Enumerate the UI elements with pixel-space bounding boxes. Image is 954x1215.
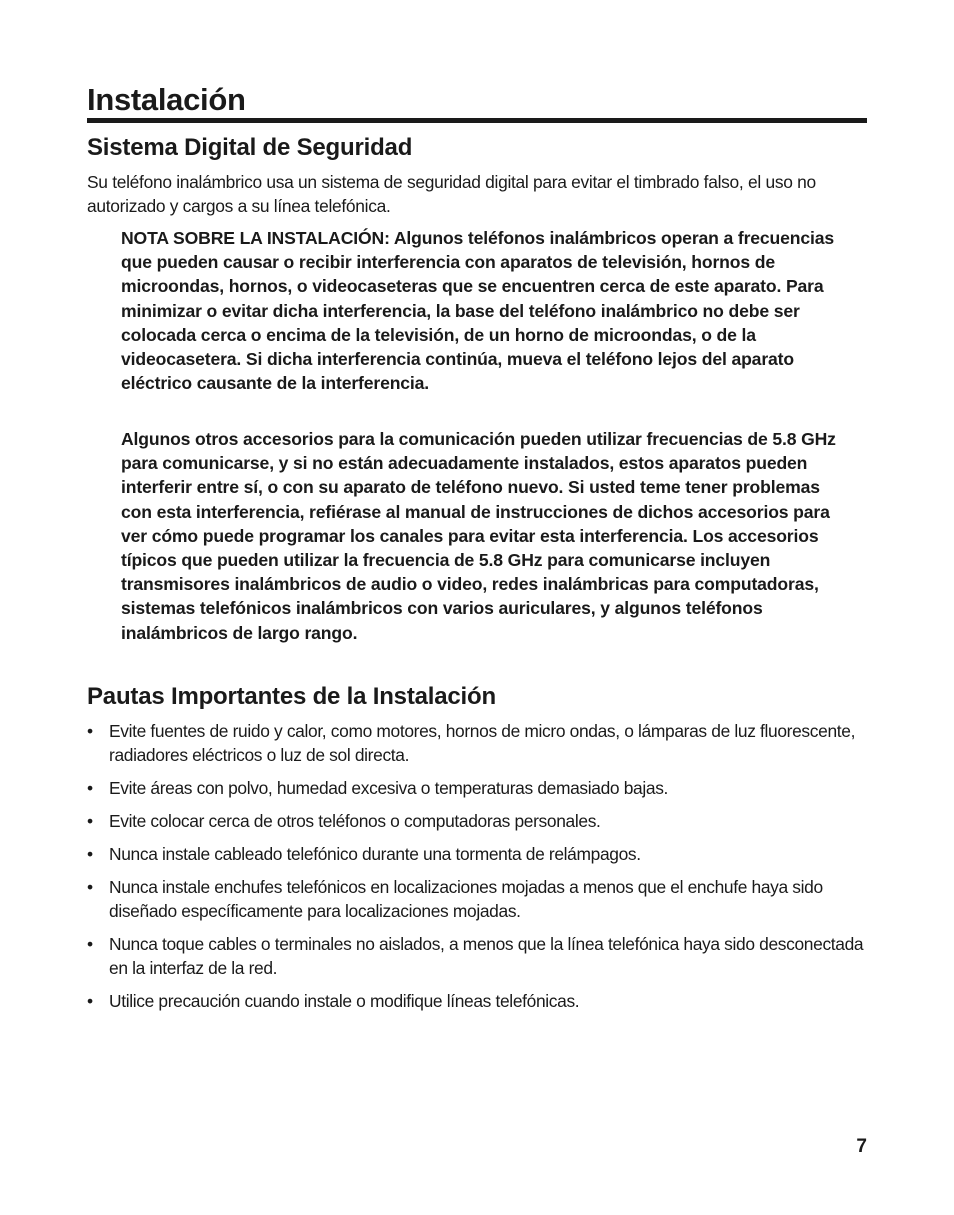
list-item (87, 809, 869, 833)
security-section-heading: Sistema Digital de Seguridad (87, 134, 413, 161)
list-item (87, 875, 869, 923)
bullet-icon: • (87, 877, 93, 897)
bullet-icon: • (87, 778, 93, 798)
title-divider (87, 118, 867, 123)
list-item (87, 989, 869, 1013)
guidelines-section-heading: Pautas Importantes de la Instalación (87, 683, 496, 710)
guidelines-list (87, 719, 869, 1022)
page-title: Instalación (87, 82, 246, 117)
list-item (87, 842, 869, 866)
list-item (87, 776, 869, 800)
list-item-text: Nunca instale enchufes telefónicos en localizaciones mojadas a menos que el enchufe haya sido diseñado específicamente para localizaciones mojadas. (109, 877, 823, 921)
bullet-icon: • (87, 721, 93, 741)
list-item-text: Evite fuentes de ruido y calor, como motores, hornos de micro ondas, o lámparas de luz fluorescente, radiadores eléctricos o luz de sol directa. (109, 721, 856, 765)
list-item-text: Evite áreas con polvo, humedad excesiva o temperaturas demasiado bajas. (109, 778, 669, 798)
bullet-icon: • (87, 844, 93, 864)
security-intro-paragraph: Su teléfono inalámbrico usa un sistema de seguridad digital para evitar el timbrado falso, el uso no autorizado y cargos a su línea telefónica. (87, 172, 816, 216)
list-item-text: Nunca instale cableado telefónico durante una tormenta de relámpagos. (109, 844, 641, 864)
list-item-text: Evite colocar cerca de otros teléfonos o computadoras personales. (109, 811, 601, 831)
page-number: 7 (856, 1136, 867, 1157)
accessories-note-paragraph: Algunos otros accesorios para la comunicación pueden utilizar frecuencias de 5.8 GHz para comunicarse, y si no están adecuadamente instalados, estos aparatos pueden interferir entre sí, o con su aparato de teléfono nuevo. Si usted teme tener problemas con esta interferencia, refiérase al manual de instrucciones de dichos accesorios para ver cómo puede programar los canales para evitar esta interferencia. Los accesorios típicos que pueden utilizar la frecuencia de 5.8 GHz para comunicarse incluyen transmisores inalámbricos de audio o video, redes inalámbricas para computadoras, sistemas telefónicos inalámbricos con varios auriculares, y algunos teléfonos inalámbricos de largo rango. (121, 429, 836, 643)
bullet-icon: • (87, 991, 93, 1011)
list-item (87, 719, 869, 767)
bullet-icon: • (87, 934, 93, 954)
list-item (87, 932, 869, 980)
list-item-text: Nunca toque cables o terminales no aislados, a menos que la línea telefónica haya sido desconectada en la interfaz de la red. (109, 934, 864, 978)
installation-note-paragraph: NOTA SOBRE LA INSTALACIÓN: Algunos teléfonos inalámbricos operan a frecuencias que pueden causar o recibir interferencia con aparatos de televisión, hornos de microondas, hornos, o videocaseteras que se encuentren cerca de este aparato. Para minimizar o evitar dicha interferencia, la base del teléfono inalámbrico no debe ser colocada cerca o encima de la televisión, de un horno de microondas, o de la videocasetera. Si dicha interferencia continúa, mueva el teléfono lejos del aparato eléctrico causante de la interferencia. (121, 228, 835, 394)
bullet-icon: • (87, 811, 93, 831)
list-item-text: Utilice precaución cuando instale o modifique líneas telefónicas. (109, 991, 580, 1011)
